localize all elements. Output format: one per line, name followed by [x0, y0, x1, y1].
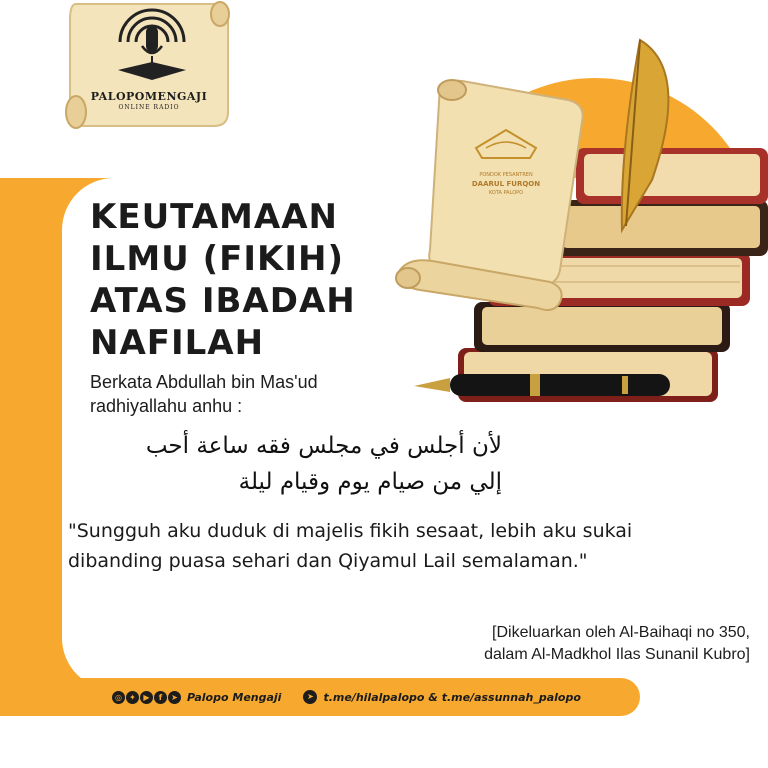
youtube-icon[interactable]: ▶: [140, 691, 153, 704]
narrator-intro: [90, 370, 410, 418]
social-account-name: Palopo Mengaji: [187, 690, 282, 704]
arabic-line: إلي من صيام يوم وقيام ليلة: [238, 469, 502, 495]
title-line: KEUTAMAAN: [90, 197, 338, 237]
title-line: ILMU (FIKIH): [90, 239, 345, 279]
footer-bar: [112, 688, 581, 706]
brand-name: PALOPOMENGAJI: [90, 90, 208, 103]
fountain-pen-icon: [414, 374, 670, 396]
arabic-line: لأن أجلس في مجلس فقه ساعة أحب: [145, 433, 502, 459]
instagram-icon[interactable]: ◎: [112, 691, 125, 704]
books-quill-illustration: [390, 30, 768, 420]
scroll-label-line3: KOTA PALOPO: [488, 190, 524, 196]
logo-scroll-icon: [58, 0, 236, 132]
translation-line: "Sungguh aku duduk di majelis fikih sesaat, lebih aku sukai: [68, 520, 633, 542]
scroll-label-line2: DAARUL FURQON: [471, 180, 541, 188]
source-citation: [400, 622, 750, 666]
scroll-label-line1: PONDOK PESANTREN: [479, 172, 533, 178]
twitter-icon[interactable]: ✦: [126, 691, 139, 704]
source-line: [Dikeluarkan oleh Al-Baihaqi no 350,: [492, 624, 750, 641]
translation-quote: [68, 516, 748, 576]
source-line: dalam Al-Madkhol Ilas Sunanil Kubro]: [484, 646, 750, 663]
telegram-icon: ➤: [303, 690, 317, 704]
social-icons: [112, 691, 181, 704]
telegram-links[interactable]: t.me/hilalpalopo & t.me/assunnah_palopo: [323, 690, 581, 704]
narrator-line: Berkata Abdullah bin Mas'ud: [90, 372, 318, 392]
brand-tagline: ONLINE RADIO: [118, 104, 180, 111]
facebook-icon[interactable]: f: [154, 691, 167, 704]
arabic-quote: [140, 428, 502, 500]
narrator-line: radhiyallahu anhu :: [90, 396, 243, 416]
telegram-icon[interactable]: ➤: [168, 691, 181, 704]
title-line: ATAS IBADAH: [90, 281, 356, 321]
title-line: NAFILAH: [90, 323, 265, 363]
translation-line: dibanding puasa sehari dan Qiyamul Lail semalaman.": [68, 550, 588, 572]
page-title: [90, 196, 420, 364]
